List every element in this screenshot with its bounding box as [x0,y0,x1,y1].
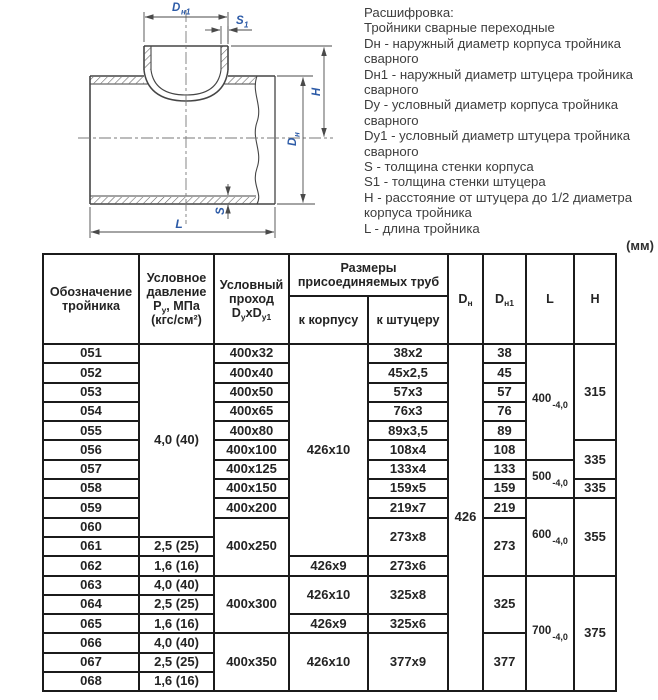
dn1-label-sub: н1 [181,7,191,17]
cell-pressure: 2,5 (25) [139,653,214,672]
cell-pass: 400x250 [214,518,289,576]
cell-to-branch: 219x7 [368,498,448,517]
legend-item: Dу1 - условный диаметр штуцера тройника сварного [364,128,631,159]
cell-to-branch: 45x2,5 [368,363,448,382]
h-label: H [311,87,323,97]
legend [364,5,652,236]
cell-l: $500_{-4,0}$ [526,460,574,499]
cell-designation: 054 [43,402,139,421]
cell-to-body: 426x9 [289,614,368,633]
cell-dn1: 377 [483,633,526,691]
col-header-pressure [139,254,214,344]
pass-header-text: Условный проход [219,277,284,306]
cell-pass: 400x40 [214,363,289,382]
cell-to-branch: 133x4 [368,460,448,479]
cell-pass: 400x125 [214,460,289,479]
col-header-l: L [526,254,574,344]
cell-to-branch: 57x3 [368,383,448,402]
cell-to-branch: 325x8 [368,576,448,615]
cell-to-body: 426x9 [289,556,368,575]
col-header-pass [214,254,289,344]
cell-designation: 060 [43,518,139,537]
cell-to-body: 426x10 [289,633,368,691]
s1-label: S [236,15,244,27]
cell-to-branch: 325x6 [368,614,448,633]
legend-item: H - расстояние от штуцера до 1/2 диаметра корпуса тройника [364,189,633,221]
cell-dn1: 57 [483,383,526,402]
dn1-label: D [172,2,181,14]
cell-h: 335 [574,440,616,479]
l-label: L [175,217,183,231]
cell-to-branch: 273x8 [368,518,448,557]
cell-to-branch: 38x2 [368,344,448,363]
legend-item: L - длина тройника [364,220,480,236]
cell-l: $600_{-4,0}$ [526,498,574,575]
cell-pressure: 4,0 (40) [139,576,214,595]
cell-pass: 400x50 [214,383,289,402]
centerlines [78,7,333,224]
cell-dn1: 76 [483,402,526,421]
cell-pressure: 2,5 (25) [139,537,214,556]
pressure-header-text: Условное давление [146,270,207,299]
legend-item: Dу - условный диаметр корпуса тройника сварного [364,97,619,128]
tee-outline [90,46,275,204]
legend-item: S - толщина стенки корпуса [364,159,534,175]
cell-pass: 400x65 [214,402,289,421]
col-header-dn1: $D_{н1}$ [483,254,526,344]
cell-l: $700_{-4,0}$ [526,576,574,692]
cell-l: $400_{-4,0}$ [526,344,574,460]
legend-item: S1 - толщина стенки штуцера [364,174,546,190]
cell-designation: 053 [43,383,139,402]
cell-designation: 056 [43,440,139,459]
cell-pressure: 1,6 (16) [139,556,214,575]
col-header-h: H [574,254,616,344]
wall-hatching [90,47,256,204]
legend-item: Dн1 - наружный диаметр штуцера тройника сварного [364,66,633,98]
cell-pass: 400x80 [214,421,289,440]
cell-h: 375 [574,576,616,692]
cell-pass: 400x100 [214,440,289,459]
break-line [255,76,258,204]
cell-designation: 067 [43,653,139,672]
col-header-dn: $D_н$ [448,254,483,344]
cell-designation: 061 [43,537,139,556]
cell-h: 355 [574,498,616,575]
cell-designation: 063 [43,576,139,595]
cell-to-branch: 89x3,5 [368,421,448,440]
cell-designation: 059 [43,498,139,517]
cell-dn1: 89 [483,421,526,440]
pass-header-symbol: $D_уxD_{у1}$ [231,306,272,323]
cell-dn1: 133 [483,460,526,479]
cell-designation: 064 [43,595,139,614]
cell-designation: 066 [43,633,139,652]
col-header-pipe-sizes: Размеры присоединяемых труб [289,254,448,296]
col-header-designation: Обозначение тройника [43,254,139,344]
cell-designation: 052 [43,363,139,382]
pressure-header-symbol: $P_у$, МПа [153,299,200,315]
cell-to-branch: 377x9 [368,633,448,691]
cell-designation: 062 [43,556,139,575]
pressure-header-kgs: (кгс/см²) [151,313,202,328]
legend-title: Расшифровка: [364,5,454,20]
cell-dn1: 325 [483,576,526,634]
cell-pass: 400x300 [214,576,289,634]
cell-to-body: 426x10 [289,576,368,615]
cell-designation: 065 [43,614,139,633]
cell-pressure: 4,0 (40) [139,344,214,537]
cell-h: 315 [574,344,616,440]
units-label: (мм) [626,238,654,253]
dn-label: D [287,137,299,146]
cell-pressure: 2,5 (25) [139,595,214,614]
cell-to-branch: 76x3 [368,402,448,421]
cell-pressure: 4,0 (40) [139,633,214,652]
cell-pressure: 1,6 (16) [139,614,214,633]
table-row [43,344,616,363]
table-row [43,576,616,595]
cell-designation: 051 [43,344,139,363]
cell-designation: 068 [43,672,139,691]
s1-label-sub: 1 [244,20,249,30]
cell-dn1: 219 [483,498,526,517]
cell-pass: 400x350 [214,633,289,691]
header-row-1 [43,254,616,296]
col-header-to-body: к корпусу [289,296,368,344]
cell-to-branch: 159x5 [368,479,448,498]
cell-dn1: 38 [483,344,526,363]
cell-dn1: 273 [483,518,526,576]
cell-designation: 055 [43,421,139,440]
cell-pass: 400x200 [214,498,289,517]
cell-pressure: 1,6 (16) [139,672,214,691]
cell-dn1: 159 [483,479,526,498]
cell-pass: 400x150 [214,479,289,498]
cell-to-branch: 273x6 [368,556,448,575]
cell-to-body: 426x10 [289,344,368,556]
cell-designation: 057 [43,460,139,479]
legend-subtitle: Тройники сварные переходные [364,20,555,36]
cell-dn: 426 [448,344,483,691]
col-header-to-branch: к штуцеру [368,296,448,344]
cell-dn1: 45 [483,363,526,382]
dn-label-sub: н [292,132,302,137]
cell-h: 335 [574,479,616,498]
s-label: S [215,207,227,215]
cell-to-branch: 108x4 [368,440,448,459]
legend-item: Dн - наружный диаметр корпуса тройника сварного [364,35,621,67]
spec-table [42,253,617,692]
cell-pass: 400x32 [214,344,289,363]
tee-fitting-drawing [0,0,345,248]
cell-dn1: 108 [483,440,526,459]
cell-designation: 058 [43,479,139,498]
